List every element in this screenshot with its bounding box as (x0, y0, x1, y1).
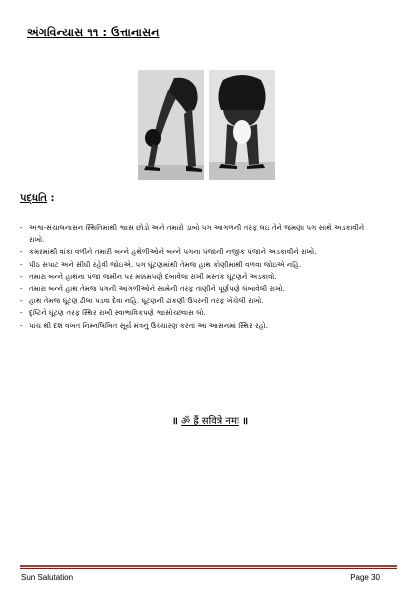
method-heading (20, 193, 54, 204)
step-item: - દૃષ્ટિને ઘૂંટણ તરફ સ્થિર રાખી સ્વાભાવિકપણે શ્વાસોચ્છ્વાસ લો. (20, 307, 380, 319)
mantra-open-mark: ॥ (171, 416, 178, 427)
page-number: Page 30 (350, 573, 380, 582)
step-item: - તમારા બન્ને હાથ તેમજ પગની આંગળીઓને સામેની તરફ તાણીને પૂર્ણપણે લંબાવેલી રાખો. (20, 283, 380, 295)
step-item: - અશ્વ-સંચાલનાસન સ્થિતિમાંથી શ્વાસ છોડો અને તમારો ડાબો પગ આગળની તરફ લઇ તેને જમણા પગ સાથે અડકાવીને રાખો. (20, 222, 380, 246)
posture-photos (138, 70, 275, 180)
step-item: - કમરમાંથી વાંકા વળીને તમારી બન્ને હથેળીઓને બન્ને પગના પંજાની નજીક પંજાને અડકાવીને રાખો. (20, 246, 380, 258)
mantra-close-mark: ॥ (242, 416, 249, 427)
sun-mantra (0, 413, 420, 427)
footer-rule (20, 565, 397, 567)
page-heading: અંગવિન્યાસ ૧૧ : ઉત્તાનાસન (27, 26, 160, 39)
step-item: - હાથ તેમજ ઘૂંટણ ઢીલા પડવા દેવા નહિ. ઘૂંટણની ઢાંકણી ઉપરની તરફ ખેંચેલી રાખો. (20, 295, 380, 307)
step-item: - પાંચ થી દશ વખત નિમ્નલિખિત સૂર્ય મંત્રનું ઉચ્ચારણ કરતાં આ આસનમાં સ્થિર રહો. (20, 320, 380, 332)
footer-rule-thin (20, 568, 397, 569)
method-heading-label: પદ્ધતિ (20, 193, 47, 204)
method-steps (20, 222, 380, 332)
footer-title: Sun Salutation (21, 573, 74, 582)
posture-photo-back (209, 70, 275, 180)
posture-photo-side (138, 70, 204, 180)
method-heading-colon: : (50, 193, 55, 204)
step-item: - તમારા બન્ને હાથના પંજા જમીન પર મક્કમપણે દબાવેલા રાખી મસ્તક ઘૂંટણને અડકાવો. (20, 271, 380, 283)
mantra-text: ॐ ह्रैं सवित्रे नमः (181, 416, 239, 427)
step-item: - પીઠ સપાટ અને સીધી રહેવી જોઇએ. પગ ઘૂંટણમાંથી તેમજ હાથ કોણીમાંથી વળવા જોઇએ નહિ. (20, 259, 380, 271)
